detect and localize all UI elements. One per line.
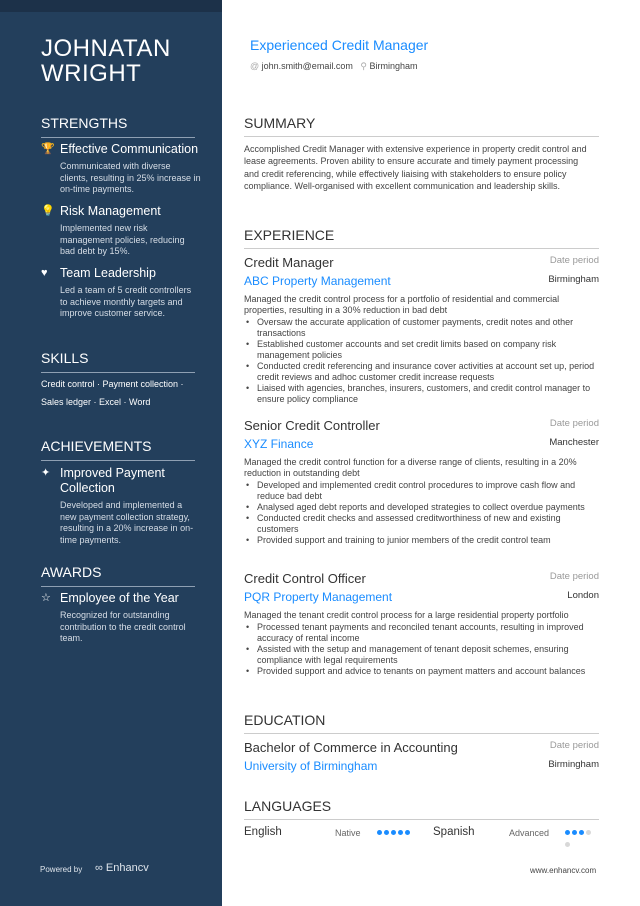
website-link[interactable]: www.enhancv.com	[530, 866, 597, 875]
location-pin-icon: ⚲	[360, 61, 367, 71]
skills-line: Credit control · Payment collection ·	[41, 379, 184, 389]
sidebar	[0, 0, 222, 906]
strength-title: Team Leadership	[60, 266, 156, 280]
bullet: • Developed and implemented credit control procedures to improve cash flow and reduce bad debt	[244, 480, 599, 502]
candidate-name: JOHNATAN WRIGHT	[41, 35, 171, 87]
strength-desc: Led a team of 5 credit controllers to achieve monthly targets and improve customer service.	[60, 285, 192, 318]
bullet: • Assisted with the setup and management of tenant deposit schemes, ensuring compliance with legal requirements	[244, 644, 599, 666]
at-icon: @	[250, 61, 260, 71]
empty-dot	[586, 830, 591, 835]
enhancv-logo[interactable]	[95, 862, 149, 874]
location: London	[567, 590, 599, 601]
degree: Bachelor of Commerce in Accounting	[244, 740, 458, 755]
bullet: • Conducted credit checks and assessed creditworthiness of new and existing customers	[244, 513, 599, 535]
job-desc: Managed the credit control process for a portfolio of residential and commercial properties, resulting in a 30% reduction in bad debt	[244, 294, 560, 315]
proficiency-dots	[565, 826, 599, 850]
role: Credit Manager	[244, 255, 334, 270]
bullet: • Conducted credit referencing and insurance cover activities at account set up, period credit reviews and adhoc customer credit increase requests	[244, 361, 599, 383]
language-level: Native	[335, 828, 361, 838]
date: Date period	[549, 255, 599, 266]
achievement-desc: Developed and implemented a new payment collection strategy, resulting in a 20% increase in on-time payments.	[60, 500, 194, 545]
lightbulb-icon: 💡	[41, 205, 55, 217]
date: Date period	[549, 571, 599, 582]
filled-dot	[572, 830, 577, 835]
strength-title: Effective Communication	[60, 142, 199, 156]
filled-dot	[405, 830, 410, 835]
brand-name: Enhancv	[105, 862, 149, 874]
company: XYZ Finance	[244, 437, 314, 451]
languages-heading: LANGUAGES	[244, 798, 599, 820]
awards-heading: AWARDS	[41, 564, 195, 587]
company: PQR Property Management	[244, 590, 393, 604]
role: Credit Control Officer	[244, 571, 366, 586]
school: University of Birmingham	[244, 759, 378, 773]
bullet: • Established customer accounts and set credit limits based on company risk management policies	[244, 339, 599, 361]
filled-dot	[398, 830, 403, 835]
strengths-heading: STRENGTHS	[41, 115, 195, 138]
filled-dot	[391, 830, 396, 835]
strength-title: Risk Management	[60, 204, 161, 218]
infinity-icon: ∞	[95, 862, 106, 874]
trophy-icon: 🏆	[41, 143, 55, 155]
award-item	[41, 591, 201, 645]
job-title: Experienced Credit Manager	[250, 37, 429, 53]
bullet: • Provided support and training to junior members of the credit control team	[244, 535, 599, 546]
location: Birmingham	[548, 759, 599, 770]
magic-wand-icon: ✦	[41, 467, 51, 479]
achievement-item	[41, 466, 201, 546]
bullet: • Liaised with agencies, branches, insurers, customers, and credit control manager to ensure policy compliance	[244, 383, 599, 405]
award-title: Employee of the Year	[60, 591, 179, 605]
location: Birmingham	[369, 61, 418, 71]
strength-desc: Implemented new risk management policies, reducing bad debt by 15%.	[60, 223, 185, 256]
email[interactable]: john.smith@email.com	[261, 61, 353, 71]
bullet: • Processed tenant payments and reconciled tenant accounts, resulting in improved accuracy of rental income	[244, 622, 599, 644]
date: Date period	[549, 740, 599, 751]
bullet: • Provided support and advice to tenants on payment matters and account balances	[244, 666, 599, 677]
achievement-title: Improved Payment Collection	[60, 466, 165, 495]
summary-heading: SUMMARY	[244, 115, 599, 137]
contact-line	[250, 61, 417, 72]
experience-heading: EXPERIENCE	[244, 227, 599, 249]
education-item	[244, 740, 599, 773]
strength-desc: Communicated with diverse clients, resulting in 25% increase in on-time payments.	[60, 161, 201, 194]
language-name: English	[244, 826, 282, 838]
summary-text: Accomplished Credit Manager with extensive experience in property credit control and lease agreements. Proven ability to ensure accurate and timely payment processing and credit referencing, while effectively liaising with stakeholders to ensure policy compliance. Well-organised with excellent communication and leadership skills.	[244, 144, 587, 191]
strength-item	[41, 266, 201, 320]
proficiency-dots	[377, 826, 412, 838]
strength-item	[41, 142, 201, 196]
strength-item	[41, 204, 201, 258]
filled-dot	[377, 830, 382, 835]
skills-heading: SKILLS	[41, 350, 195, 373]
job-desc: Managed the tenant credit control process for a large residential property portfolio	[244, 610, 569, 620]
experience-item	[244, 255, 599, 405]
company: ABC Property Management	[244, 274, 391, 288]
education-heading: EDUCATION	[244, 712, 599, 734]
empty-dot	[565, 842, 570, 847]
bullet: • Oversaw the accurate application of customer payments, credit notes and other transactions	[244, 317, 599, 339]
location: Manchester	[549, 437, 599, 448]
bullet: • Analysed aged debt reports and developed strategies to collect overdue payments	[244, 502, 599, 513]
job-desc: Managed the credit control function for a diverse range of clients, resulting in a 20% reduction in outstanding debt	[244, 457, 577, 478]
location: Birmingham	[548, 274, 599, 285]
award-desc: Recognized for outstanding contribution to the credit control team.	[60, 610, 186, 643]
filled-dot	[565, 830, 570, 835]
heart-icon: ♥	[41, 267, 48, 279]
skills-list	[41, 375, 201, 411]
filled-dot	[579, 830, 584, 835]
date: Date period	[549, 418, 599, 429]
language-level: Advanced	[509, 828, 550, 838]
achievements-heading: ACHIEVEMENTS	[41, 438, 195, 461]
experience-item	[244, 418, 599, 546]
skills-line: Sales ledger · Excel · Word	[41, 397, 151, 407]
powered-by: Powered by	[40, 865, 83, 874]
language-name: Spanish	[433, 826, 475, 838]
experience-item	[244, 571, 599, 677]
filled-dot	[384, 830, 389, 835]
top-strip	[0, 0, 222, 12]
role: Senior Credit Controller	[244, 418, 380, 433]
star-icon: ☆	[41, 592, 51, 604]
